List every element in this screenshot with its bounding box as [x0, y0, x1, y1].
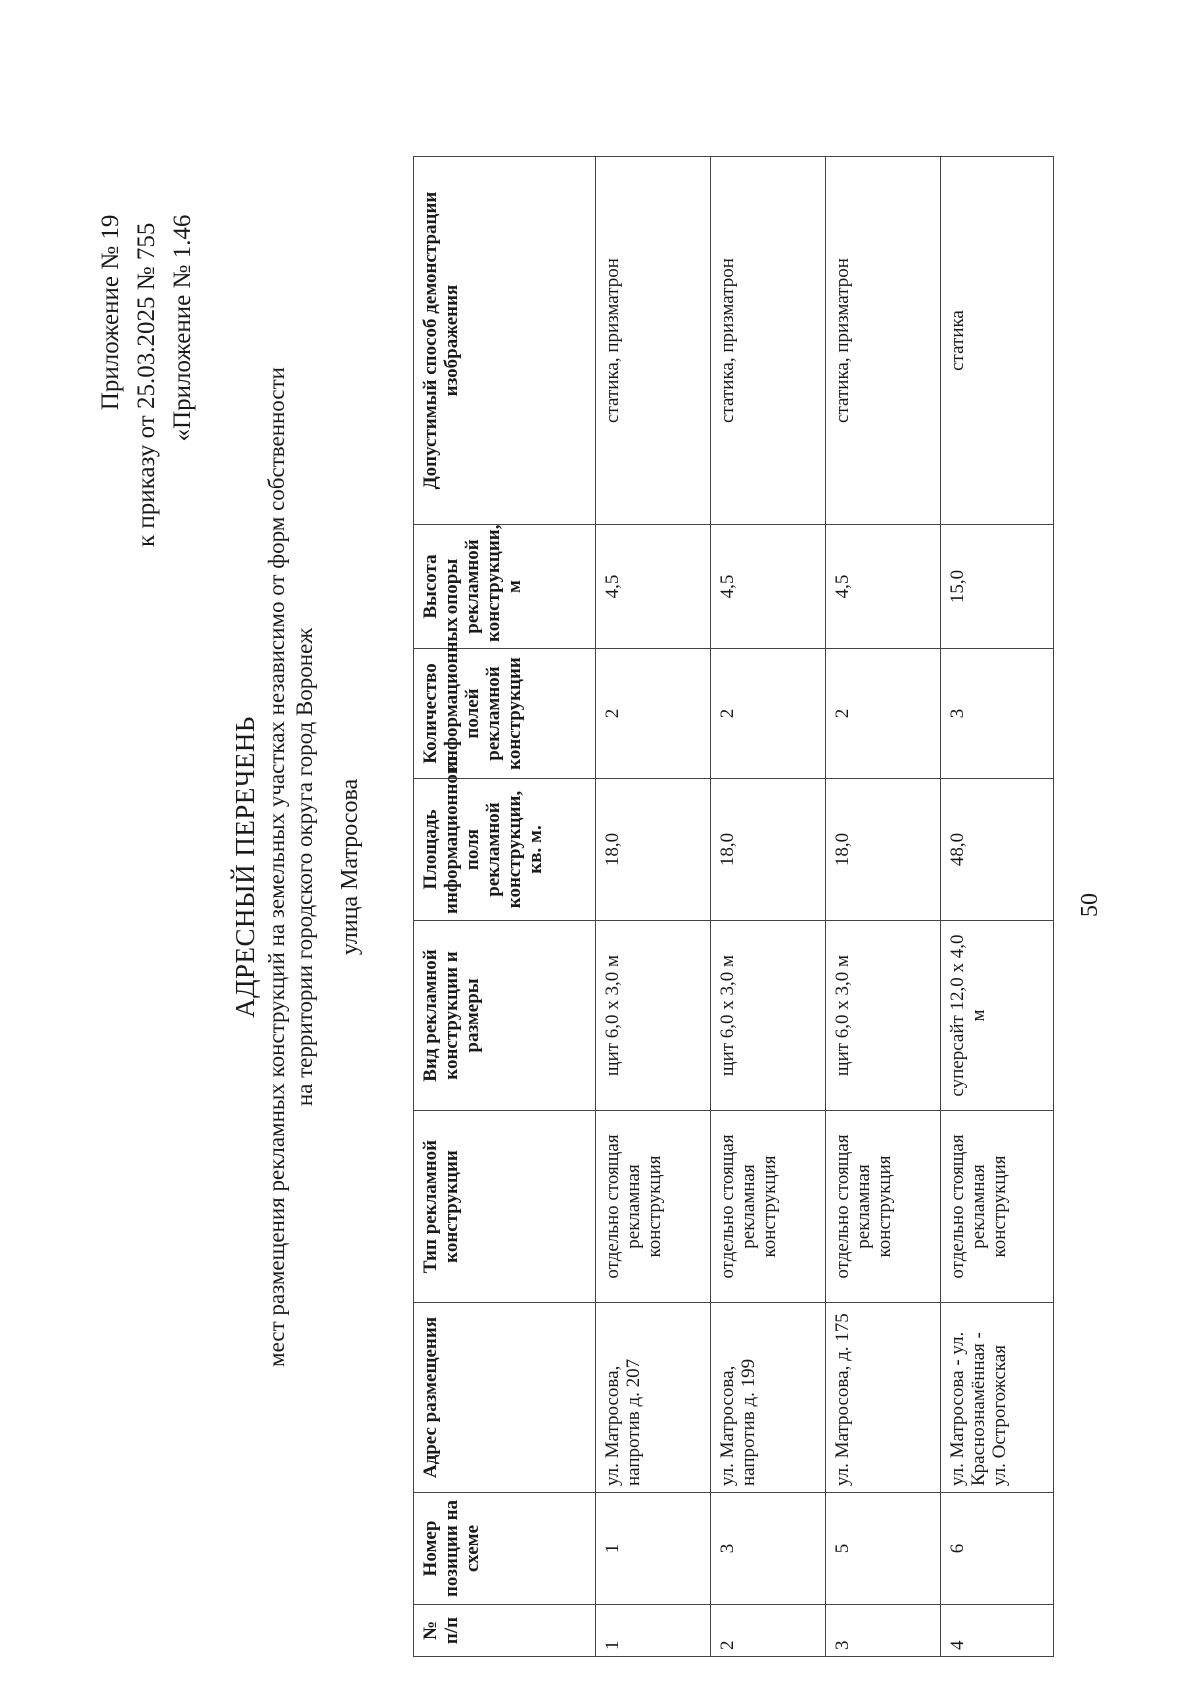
header-cell: Допустимый способ демонстрации изображения — [414, 157, 596, 525]
table-row — [826, 157, 941, 1657]
table-cell: 4,5 — [711, 525, 826, 649]
table-cell: ул. Матросова, напротив д. 207 — [596, 1303, 711, 1493]
header-cell: Адрес размещения — [414, 1303, 596, 1493]
table-cell: 3 — [711, 1493, 826, 1605]
table-row — [596, 157, 711, 1657]
table-cell: 4,5 — [596, 525, 711, 649]
table-cell: статика, призматрон — [826, 157, 941, 525]
table-cell: ул. Матросова, д. 175 — [826, 1303, 941, 1493]
table-cell: 18,0 — [826, 779, 941, 921]
table-cell: отдельно стоящая рекламная конструкция — [711, 1111, 826, 1303]
header-cell: Высота опоры рекламной конструкции, м — [414, 525, 596, 649]
street-name: улица Матросова — [337, 778, 363, 956]
table-cell: 4 — [941, 1605, 1054, 1657]
table-cell: отдельно стоящая рекламная конструкция — [941, 1111, 1054, 1303]
table-cell: щит 6,0 х 3,0 м — [596, 921, 711, 1111]
table-cell: 2 — [596, 649, 711, 779]
header-cell: Количество информационных полей рекламной конструкции — [414, 649, 596, 779]
table-cell: 2 — [826, 649, 941, 779]
table-cell: статика, призматрон — [711, 157, 826, 525]
table-row — [711, 157, 826, 1657]
header-cell: Тип рекламной конструкции — [414, 1111, 596, 1303]
table-cell: отдельно стоящая рекламная конструкция — [596, 1111, 711, 1303]
table-cell: 2 — [711, 1605, 826, 1657]
appendix-line-3: «Приложение № 1.46 — [169, 214, 196, 442]
table-cell: 18,0 — [596, 779, 711, 921]
table-cell: ул. Матросова - ул. Краснознамённая - ул. Острогожская — [941, 1303, 1054, 1493]
table-cell: 1 — [596, 1605, 711, 1657]
table-cell: статика, призматрон — [596, 157, 711, 525]
table-cell: 18,0 — [711, 779, 826, 921]
address-table — [413, 156, 1054, 1657]
document-title: АДРЕСНЫЙ ПЕРЕЧЕНЬ — [230, 716, 260, 1018]
table-cell: 3 — [941, 649, 1054, 779]
header-cell: Площадь информационного поля рекламной конструкции, кв. м. — [414, 779, 596, 921]
header-cell: Номер позиции на схеме — [414, 1493, 596, 1605]
table-cell: щит 6,0 х 3,0 м — [826, 921, 941, 1111]
table-cell: ул. Матросова, напротив д. 199 — [711, 1303, 826, 1493]
table-cell: 1 — [596, 1493, 711, 1605]
table-cell: 15,0 — [941, 525, 1054, 649]
table-cell: 4,5 — [826, 525, 941, 649]
header-cell: Вид рекламной конструкции и размеры — [414, 921, 596, 1111]
page-number: 50 — [1077, 893, 1103, 917]
table-header-row — [414, 157, 596, 1657]
table-cell: отдельно стоящая рекламная конструкция — [826, 1111, 941, 1303]
document-subtitle-1: мест размещения рекламных конструкций на земельных участках независимо от форм собственности — [264, 367, 289, 1367]
address-table-container — [413, 157, 1048, 1657]
header-cell: № п/п — [414, 1605, 596, 1657]
document-subtitle-2: на территории городского округа город Воронеж — [292, 627, 317, 1107]
table-cell: 5 — [826, 1493, 941, 1605]
appendix-line-1: Приложение № 19 — [97, 214, 124, 411]
table-cell: 3 — [826, 1605, 941, 1657]
table-cell: 48,0 — [941, 779, 1054, 921]
table-cell: статика — [941, 157, 1054, 525]
table-cell: 2 — [711, 649, 826, 779]
title-block — [230, 267, 364, 1467]
table-cell: щит 6,0 х 3,0 м — [711, 921, 826, 1111]
appendix-line-2: к приказу от 25.03.2025 № 755 — [133, 222, 160, 547]
table-cell: 6 — [941, 1493, 1054, 1605]
appendix-header — [93, 215, 201, 547]
table-cell: суперсайт 12,0 х 4,0 м — [941, 921, 1054, 1111]
table-row — [941, 157, 1054, 1657]
